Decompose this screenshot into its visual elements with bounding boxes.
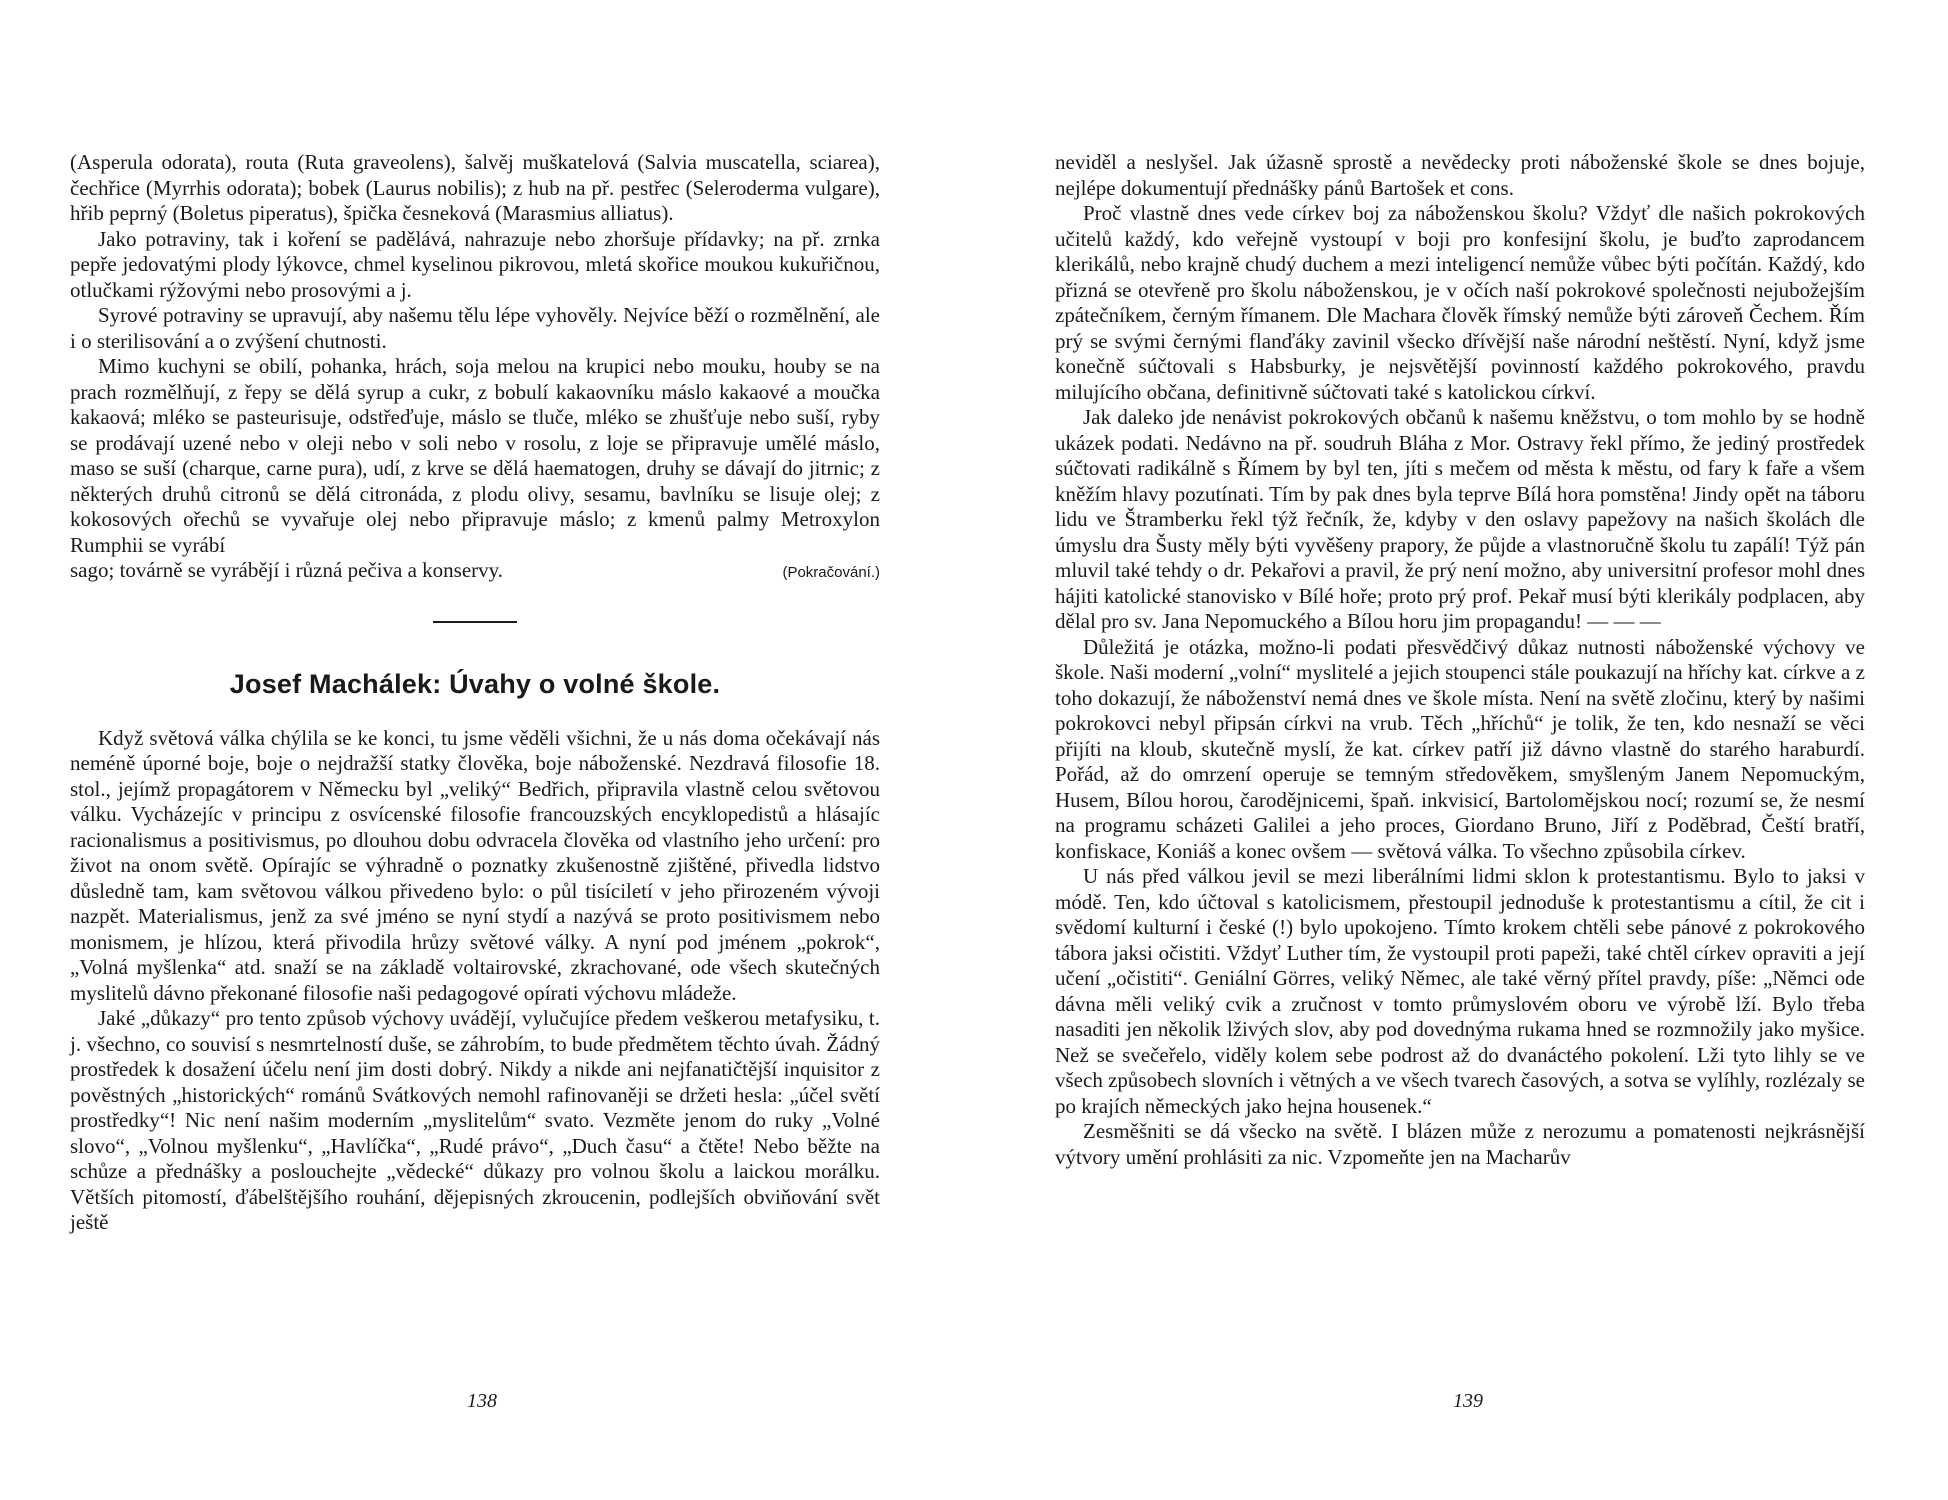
page-number-right: 139 — [1453, 1390, 1483, 1412]
paragraph: Jak daleko jde nenávist pokrokových občanů k našemu kněžstvu, o tom mohlo by se hodně ukázek podati. Nedávno na př. soudruh Bláha z Mor. Ostravy řekl přímo, že jediný prostředek súčtovati radikálně s Římem by byl ten, jíti s mečem od města k městu, od fary k faře a všem kněžím hlavy pozutínati. Tím by pak dnes byla teprve Bílá hora pomstěna! Jindy opět na táboru lidu ve Štramberku řekl týž řečník, že, kdyby v den oslavy papežovy na našich školách dle úmyslu dra Šusty měly býti vyvěšeny prapory, že půjde a vlastnoručně školu tu zapálí! Týž pán mluvil také tehdy o dr. Pekařovi a pravil, že prý není možno, aby universitní profesor mohl dnes hájiti katolické stanovisko v Bílé hoře; proto prý prof. Pekař musí býti klerikály podplacen, aby dělal pro sv. Jana Nepomuckého a Bílou horu jim propagandu! — — — — [1055, 405, 1865, 633]
paragraph: Jako potraviny, tak i koření se padělává, nahrazuje nebo zhoršuje přídavky; na př. zrnka pepře jedovatými plody lýkovce, chmel kyselinou pikrovou, mletá skořice moukou kukuřičnou, otlučkami rýžovými nebo prosovými a j. — [70, 226, 880, 302]
section-divider — [433, 621, 517, 623]
continued-line — [70, 558, 880, 586]
paragraph-last-line: sago; továrně se vyrábějí i různá pečiva a konservy. — [70, 558, 504, 582]
continued-note: (Pokračování.) — [782, 564, 880, 581]
paragraph: Syrové potraviny se upravují, aby našemu tělu lépe vyhověly. Nejvíce běží o rozmělnění, ale i o sterilisování a o zvýšení chutnosti. — [70, 303, 880, 353]
paragraph: (Asperula odorata), routa (Ruta graveolens), šalvěj muškatelová (Salvia muscatella, sciarea), čechřice (Myrrhis odorata); bobek (Laurus nobilis); z hub na př. pestřec (Seleroderma vulgare), hřib peprný (Boletus piperatus), špička česneková (Marasmius alliatus). — [70, 150, 880, 225]
article-title: Josef Machálek: Úvahy o volné škole. — [229, 668, 721, 699]
left-page — [70, 150, 880, 1236]
paragraph: Jaké „důkazy“ pro tento způsob výchovy uvádějí, vylučujíce předem veškerou metafysiku, t. j. všechno, co souvisí s nesmrtelností duše, se záhrobím, to bude předmětem těchto úvah. Žádný prostředek k dosažení účelu není jim dosti dobrý. Nikdy a nikde ani nejfanatičtější inquisitor z pověstných „historických“ románů Svátkových nemohl rafinovaněji se držeti hesla: „účel světí prostředky“! Nic není našim moderním „myslitelům“ svato. Vezměte jenom do ruky „Volné slovo“, „Volnou myšlenku“, „Havlíčka“, „Rudé právo“, „Duch času“ a čtěte! Nebo běžte na schůze a přednášky a poslouchejte „vědecké“ důkazy pro volnou školu a laickou morálku. Větších pitomostí, ďábelštějšího rouhání, dějepisných zkroucenin, podlejších obviňování svět ještě — [70, 1006, 880, 1234]
paragraph: U nás před válkou jevil se mezi liberálními lidmi sklon k protestantismu. Bylo to jaksi v módě. Ten, kdo účtoval s katolicismem, přestoupil jednoduše k protestantismu a cítil, že cit i svědomí kulturní i české (!) bylo upokojeno. Tímto krokem chtěli sebe pánové z pokrokového tábora jaksi očistiti. Vždyť Luther tím, že vystoupil proti papeži, také chtěl církev opraviti a její učení „očistiti“. Geniální Görres, veliký Němec, ale také věrný přítel pravdy, píše: „Němci ode dávna měli veliký cvik a zručnost v tomto průmyslovém oboru ve výrobě lží. Bylo třeba nasaditi jen několik lživých slov, aby pod dovednýma rukama hned se rozmnožily jako myšice. Než se svečeřelo, viděly kolem sebe podrost až do dvanáctého pokolení. Lži tyto lihly se ve všech způsobech slovních i větných a ve všech tvarech časových, a sotva se vylíhly, rozlézaly se po krajích německých jako hejna housenek.“ — [1055, 864, 1865, 1118]
paragraph: Mimo kuchyni se obilí, pohanka, hrách, soja melou na krupici nebo mouku, houby se na prach rozmělňují, z řepy se dělá syrup a cukr, z bobulí kakaovníku máslo kakaové a moučka kakaová; mléko se pasteurisuje, odstřeďuje, máslo se tluče, mléko se zhušťuje nebo suší, ryby se prodávají uzené nebo v oleji nebo v soli nebo v rosolu, z loje se připravuje umělé máslo, maso se suší (charque, carne pura), udí, z krve se dělá haematogen, druhy se dávají do jitrnic; z některých druhů citronů se dělá citronáda, z plodu olivy, sesamu, bavlníku se lisuje olej; z kokosových ořechů se vyvařuje olej nebo připravuje máslo; z kmenů palmy Metroxylon Rumphii se vyrábí — [70, 354, 880, 557]
page-number-left: 138 — [467, 1390, 497, 1412]
paragraph: neviděl a neslyšel. Jak úžasně sprostě a nevědecky proti náboženské škole se dnes bojuje, nejlépe dokumentují přednášky pánů Bartošek et cons. — [1055, 150, 1865, 200]
paragraph: Když světová válka chýlila se ke konci, tu jsme věděli všichni, že u nás doma očekávají nás neméně úporné boje, boje o nejdražší statky člověka, boje náboženské. Nezdravá filosofie 18. stol., jejímž propagátorem v Německu byl „veliký“ Bedřich, připravila vlastně celou světovou válku. Vycházejíc v principu z osvícenské filosofie francouzských encyklopedistů a hlásajíc racionalismus a positivismus, po dlouhou dobu odvracela člověka od vlastního jeho určení: pro život na onom světě. Opírajíc se výhradně o poznatky zkušenostně zjištěné, přivedla lidstvo důsledně tam, kam světovou válkou přivedeno bylo: o půl tisíciletí v jeho přirozeném vývoji nazpět. Materialismus, jenž za své jméno se nyní stydí a nazývá se proto positivismem nebo monismem, je hlízou, která přivodila hrůzy světové války. A nyní pod jménem „pokrok“, „Volná myšlenka“ atd. snaží se na základě voltairovské, zkrachované, ode všech skutečných myslitelů dávno překonané filosofie naši pedagogové opírati výchovu mládeže. — [70, 725, 880, 1005]
paragraph: Zesměšniti se dá všecko na světě. I blázen může z nerozumu a pomatenosti nejkrásnější výtvory umění prohlásiti za nic. Vzpomeňte jen na Macharův — [1055, 1119, 1865, 1169]
paragraph: Proč vlastně dnes vede církev boj za náboženskou školu? Vždyť dle našich pokrokových učitelů každý, kdo veřejně vystoupí v boji pro konfesijní školu, je buďto zaprodancem klerikálů, nebo krajně chudý duchem a mezi inteligencí nemůže vůbec býti počítán. Každý, kdo přizná se otevřeně pro školu náboženskou, je v očích naší pokrokové společnosti nejubožejším zpátečníkem, černým římanem. Dle Machara člověk římský nemůže býti zároveň Čechem. Řím prý se svými černými flanďáky zavinil všecko dřívější naše národní neštěstí. Nyní, když jsme konečně súčtovali s Habsburky, je nejsvětější povinností každého pokrokového, pravdu milujícího občana, definitivně súčtovati také s katolickou církví. — [1055, 201, 1865, 404]
right-page — [1055, 150, 1865, 1170]
paragraph: Důležitá je otázka, možno-li podati přesvědčivý důkaz nutnosti náboženské výchovy ve škole. Naši moderní „volní“ myslitelé a jejich stoupenci stále poukazují na hříchy kat. církve a z toho dokazují, že náboženství nemá dnes ve škole místa. Není na světě zločinu, který by našimi pokrokovci nebyl připsán církvi na vrub. Těch „hříchů“ je tolik, že ten, kdo nesnaží se věci přijíti na kloub, skutečně myslí, že kat. církev patří již dávno vlastně do starého haraburdí. Pořád, až do omrzení operuje se temným středověkem, smyšleným Janem Nepomuckým, Husem, Bílou horou, čarodějnicemi, špaň. inkvisicí, Bartolomějskou nocí; rozumí se, že nesmí na programu scházeti Galilei a jeho proces, Giordano Bruno, Jiří z Poděbrad, Čeští bratří, konfiskace, Koniáš a konec ovšem — světová válka. To všechno způsobila církev. — [1055, 634, 1865, 863]
